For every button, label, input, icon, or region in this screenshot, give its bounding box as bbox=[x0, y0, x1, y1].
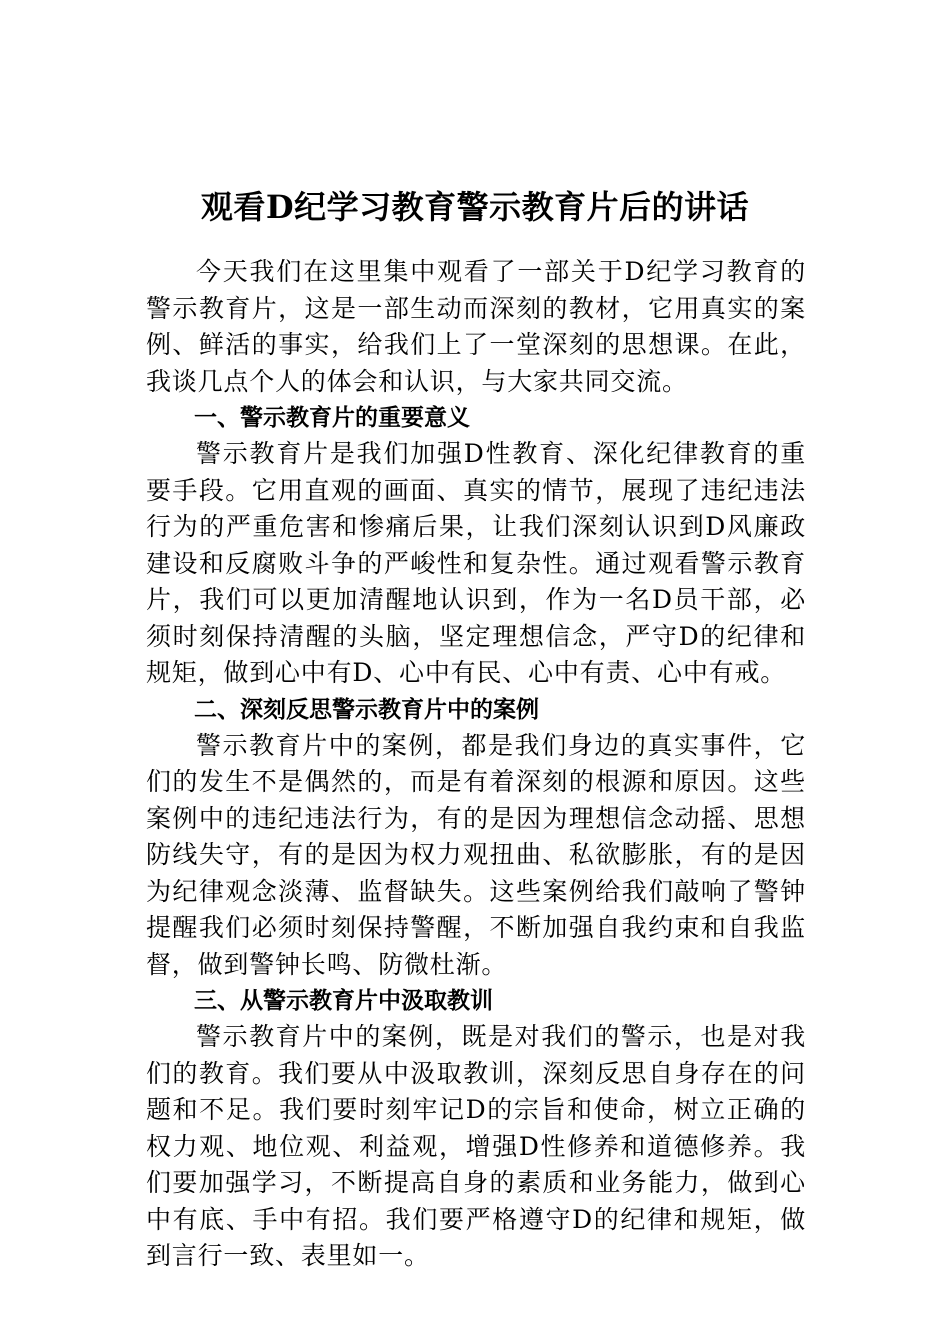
section-heading-3: 三、从警示教育片中汲取教训 bbox=[194, 988, 493, 1014]
section-heading-1: 一、警示教育片的重要意义 bbox=[194, 405, 470, 431]
document-title: 观看D纪学习教育警示教育片后的讲话 bbox=[200, 188, 750, 227]
section-paragraph-1: 警示教育片是我们加强D性教育、深化纪律教育的重要手段。它用直观的画面、真实的情节，展现了违纪违法行为的严重危害和惨痛后果，让我们深刻认识到D风廉政建设和反腐败斗争的严峻性和复杂性。通过观看警示教育片，我们可以更加清醒地认识到，作为一名D员干部，必须时刻保持清醒的头脑，坚定理想信念，严守D的纪律和规矩，做到心中有D、心中有民、心中有责、心中有戒。 bbox=[146, 439, 806, 687]
section-paragraph-3: 警示教育片中的案例，既是对我们的警示，也是对我们的教育。我们要从中汲取教训，深刻反思自身存在的问题和不足。我们要时刻牢记D的宗旨和使命，树立正确的权力观、地位观、利益观，增强D性修养和道德修养。我们要加强学习，不断提高自身的素质和业务能力，做到心中有底、手中有招。我们要严格遵守D的纪律和规矩，做到言行一致、表里如一。 bbox=[146, 1022, 806, 1270]
section-heading-2: 二、深刻反思警示教育片中的案例 bbox=[194, 696, 539, 723]
section-paragraph-2: 警示教育片中的案例，都是我们身边的真实事件，它们的发生不是偶然的，而是有着深刻的根源和原因。这些案例中的违纪违法行为，有的是因为理想信念动摇、思想防线失守，有的是因为权力观扭曲、私欲膨胀，有的是因为纪律观念淡薄、监督缺失。这些案例给我们敲响了警钟提醒我们必须时刻保持警醒，不断加强自我约束和自我监督，做到警钟长鸣、防微杜渐。 bbox=[146, 730, 806, 979]
document-body bbox=[146, 254, 806, 1275]
intro-paragraph: 今天我们在这里集中观看了一部关于D纪学习教育的警示教育片，这是一部生动而深刻的教材，它用真实的案例、鲜活的事实，给我们上了一堂深刻的思想课。在此，我谈几点个人的体会和认识，与大家共同交流。 bbox=[146, 257, 806, 396]
